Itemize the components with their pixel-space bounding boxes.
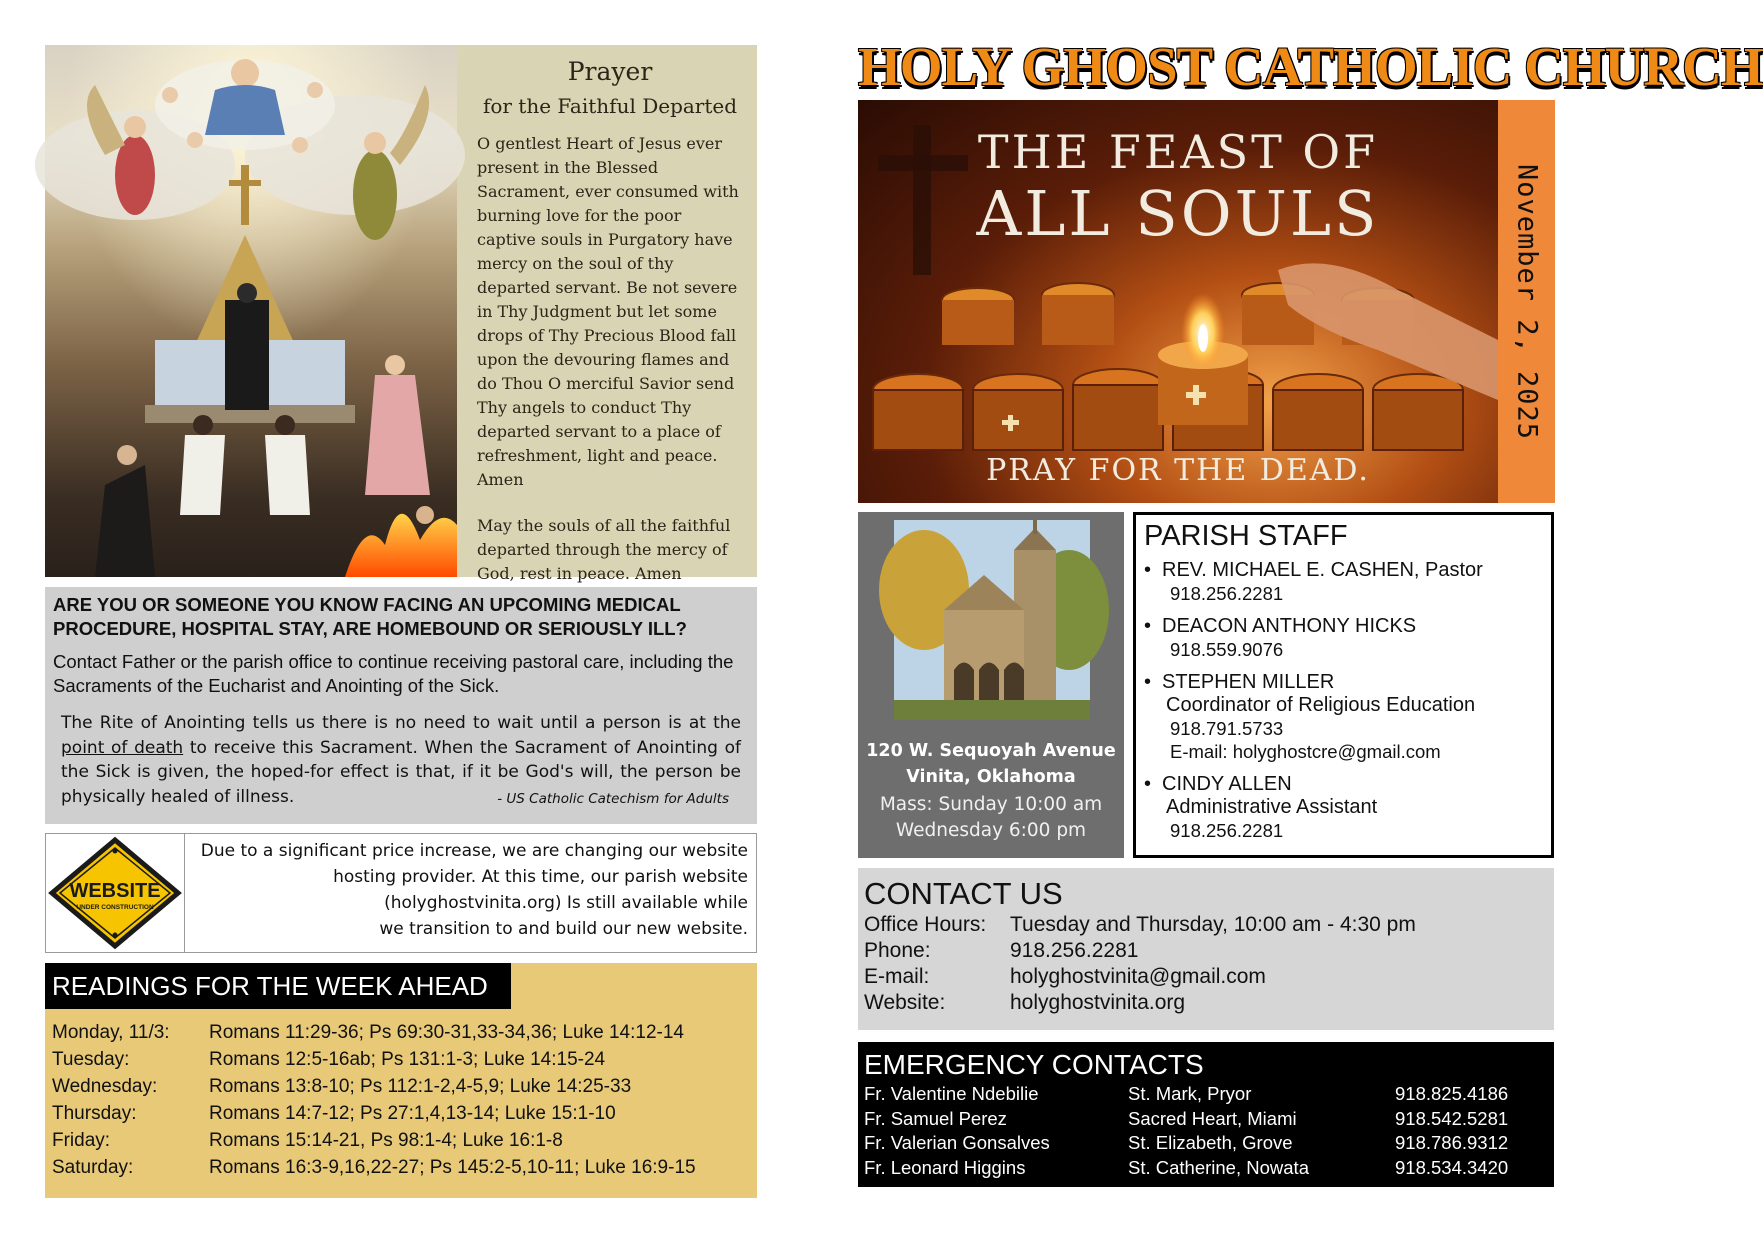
under-construction-sign-icon [46, 834, 184, 952]
church-name-title: HOLY GHOST CATHOLIC CHURCH [858, 36, 1763, 97]
reading-row [52, 1019, 753, 1046]
website-notice-line: (holyghostvinita.org) Is still available while [384, 893, 748, 913]
church-address-city: Vinita, Oklahoma [906, 767, 1076, 787]
contact-label: E-mail: [864, 965, 930, 988]
website-notice-line: we transition to and build our new website. [379, 919, 748, 939]
staff-email: E-mail: holyghostcre@gmail.com [1170, 741, 1441, 762]
staff-name: • DEACON ANTHONY HICKS [1162, 615, 1417, 637]
prayer-body: O gentlest Heart of Jesus ever present in the Blessed Sacrament, ever consumed with burning love for the poor captive souls in Purgatory have mercy on the soul of thy departed servant. Be not severe in Thy Judgment but let some drops of Thy Precious Blood fall upon the devouring flames and do Thou O merciful Savior send Thy angels to conduct Thy departed servant to a place of refreshment, light and peace. Amen [477, 134, 739, 489]
contact-row [864, 990, 1548, 1016]
rite-text-underlined: point of death [61, 737, 184, 758]
rite-text-end: to receive this Sacrament. When the Sacrament of Anointing of the Sick is given, the hoped-for effect is that, if it be God's will, the person be physically healed of illness. [61, 737, 741, 807]
staff-name: • CINDY ALLEN [1162, 773, 1292, 795]
website-notice [45, 833, 757, 953]
bulletin-date-strip [1498, 100, 1555, 503]
contact-label: Office Hours: [864, 913, 987, 936]
parish-phone: 918.534.3420 [1395, 1156, 1509, 1178]
priest-name: Fr. Valerian Gonsalves [864, 1132, 1050, 1153]
reading-text: Romans 12:5-16ab; Ps 131:1-3; Luke 14:15-24 [209, 1049, 606, 1070]
contact-row [864, 912, 1548, 938]
contact-label: Website: [864, 991, 946, 1014]
weekly-readings [45, 963, 757, 1198]
prayer-subtitle: for the Faithful Departed [482, 94, 738, 118]
prayer-title: Prayer [567, 57, 653, 86]
anointing-rite-text [53, 711, 749, 809]
staff-phone: 918.791.5733 [1170, 718, 1284, 739]
staff-name: • REV. MICHAEL E. CASHEN, Pastor [1162, 559, 1483, 581]
parish-staff-box [1133, 512, 1554, 858]
church-address-street: 120 W. Sequoyah Avenue [866, 741, 1116, 761]
staff-role: Administrative Assistant [1166, 796, 1378, 818]
emergency-contacts-title: EMERGENCY CONTACTS [864, 1049, 1204, 1080]
website-notice-line: hosting provider. At this time, our parish website [333, 867, 748, 887]
staff-role: Coordinator of Religious Education [1166, 694, 1476, 716]
parish-phone: 918.542.5281 [1395, 1107, 1509, 1129]
pastoral-care-heading: ARE YOU OR SOMEONE YOU KNOW FACING AN UPCOMING MEDICAL PROCEDURE, HOSPITAL STAY, ARE HOMEBOUND OR SERIOUSLY ILL? [53, 594, 687, 639]
emergency-row [864, 1107, 1548, 1132]
emergency-contacts-box [858, 1042, 1554, 1187]
emergency-row [864, 1156, 1548, 1181]
reading-row [52, 1127, 753, 1154]
mass-time-wednesday: Wednesday 6:00 pm [895, 820, 1087, 841]
reading-day: Wednesday: [52, 1076, 158, 1097]
priest-name: Fr. Valentine Ndebilie [864, 1083, 1039, 1104]
parish-name: St. Mark, Pryor [1128, 1083, 1252, 1104]
contact-row [864, 938, 1548, 964]
parish-phone: 918.786.9312 [1395, 1132, 1509, 1153]
reading-row [52, 1100, 753, 1127]
church-info-box [858, 512, 1124, 858]
prayer-panel [45, 45, 757, 583]
staff-phone: 918.559.9076 [1170, 639, 1284, 660]
staff-name: • STEPHEN MILLER [1162, 671, 1335, 693]
parish-name: St. Catherine, Nowata [1128, 1156, 1309, 1178]
reading-text: Romans 11:29-36; Ps 69:30-31,33-34,36; Luke 14:12-14 [209, 1022, 684, 1043]
readings-list [52, 1019, 753, 1181]
prayer-text-box [457, 45, 757, 583]
feast-tagline: PRAY FOR THE DEAD. [986, 453, 1370, 488]
reading-day: Monday, 11/3: [52, 1022, 170, 1043]
contact-us-title: CONTACT US [864, 876, 1063, 911]
phone-value: 918.256.2281 [1010, 939, 1139, 962]
reading-row [52, 1154, 753, 1181]
sign-main-text: WEBSITE [69, 880, 161, 902]
reading-day: Friday: [52, 1130, 111, 1151]
emergency-row [864, 1131, 1548, 1156]
prayer-closing: May the souls of all the faithful departed through the mercy of God, rest in peace. Amen [477, 516, 731, 583]
reading-text: Romans 13:8-10; Ps 112:1-2,4-5,9; Luke 14:25-33 [209, 1076, 632, 1097]
office-hours-value: Tuesday and Thursday, 10:00 am - 4:30 pm [1010, 913, 1416, 936]
staff-phone: 918.256.2281 [1170, 820, 1284, 841]
staff-member [1144, 559, 1543, 605]
catechism-source: - US Catholic Catechism for Adults [497, 790, 729, 807]
parish-staff-title: PARISH STAFF [1144, 520, 1348, 552]
mass-time-sunday: Mass: Sunday 10:00 am [879, 794, 1103, 815]
staff-member [1144, 671, 1543, 763]
website-notice-text [185, 834, 756, 952]
parish-name: Sacred Heart, Miami [1128, 1107, 1297, 1129]
reading-text: Romans 14:7-12; Ps 27:1,4,13-14; Luke 15:1-10 [209, 1103, 616, 1124]
sign-sub-text: UNDER CONSTRUCTION [76, 904, 154, 911]
feast-line1: THE FEAST OF [977, 125, 1379, 179]
all-souls-banner [858, 100, 1498, 503]
website-value: holyghostvinita.org [1010, 991, 1186, 1014]
church-building-photo [894, 520, 1090, 720]
pastoral-care-notice [45, 587, 757, 824]
church-address-block [858, 738, 1124, 844]
staff-member [1144, 773, 1543, 842]
pastoral-care-contact: Contact Father or the parish office to continue receiving pastoral care, including the Sacraments of the Eucharist and Anointing of the Sick. [53, 651, 734, 696]
parish-phone: 918.825.4186 [1395, 1083, 1509, 1104]
contact-label: Phone: [864, 939, 931, 962]
reading-day: Tuesday: [52, 1049, 130, 1070]
staff-member [1144, 615, 1543, 661]
reading-day: Thursday: [52, 1103, 137, 1124]
parish-name: St. Elizabeth, Grove [1128, 1132, 1293, 1153]
holy-souls-painting [45, 45, 457, 577]
reading-row [52, 1046, 753, 1073]
website-sign-cell [46, 834, 185, 952]
rite-text-start: The Rite of Anointing tells us there is no need to wait until a person is at the [61, 713, 741, 733]
reading-row [52, 1073, 753, 1100]
email-value: holyghostvinita@gmail.com [1010, 965, 1266, 988]
website-notice-line: Due to a significant price increase, we are changing our website [200, 841, 748, 861]
priest-name: Fr. Samuel Perez [864, 1107, 1007, 1129]
emergency-row [864, 1082, 1548, 1107]
staff-phone: 918.256.2281 [1170, 583, 1284, 604]
bulletin-date: November 2, 2025 [1511, 163, 1542, 440]
reading-day: Saturday: [52, 1157, 134, 1178]
priest-name: Fr. Leonard Higgins [864, 1156, 1026, 1178]
reading-text: Romans 16:3-9,16,22-27; Ps 145:2-5,10-11; Luke 16:9-15 [209, 1157, 696, 1178]
contact-row [864, 964, 1548, 990]
feast-line2: ALL SOULS [976, 177, 1380, 250]
contact-us-box [858, 868, 1554, 1030]
readings-title: READINGS FOR THE WEEK AHEAD [45, 963, 511, 1009]
reading-text: Romans 15:14-21, Ps 98:1-4; Luke 16:1-8 [209, 1130, 563, 1151]
